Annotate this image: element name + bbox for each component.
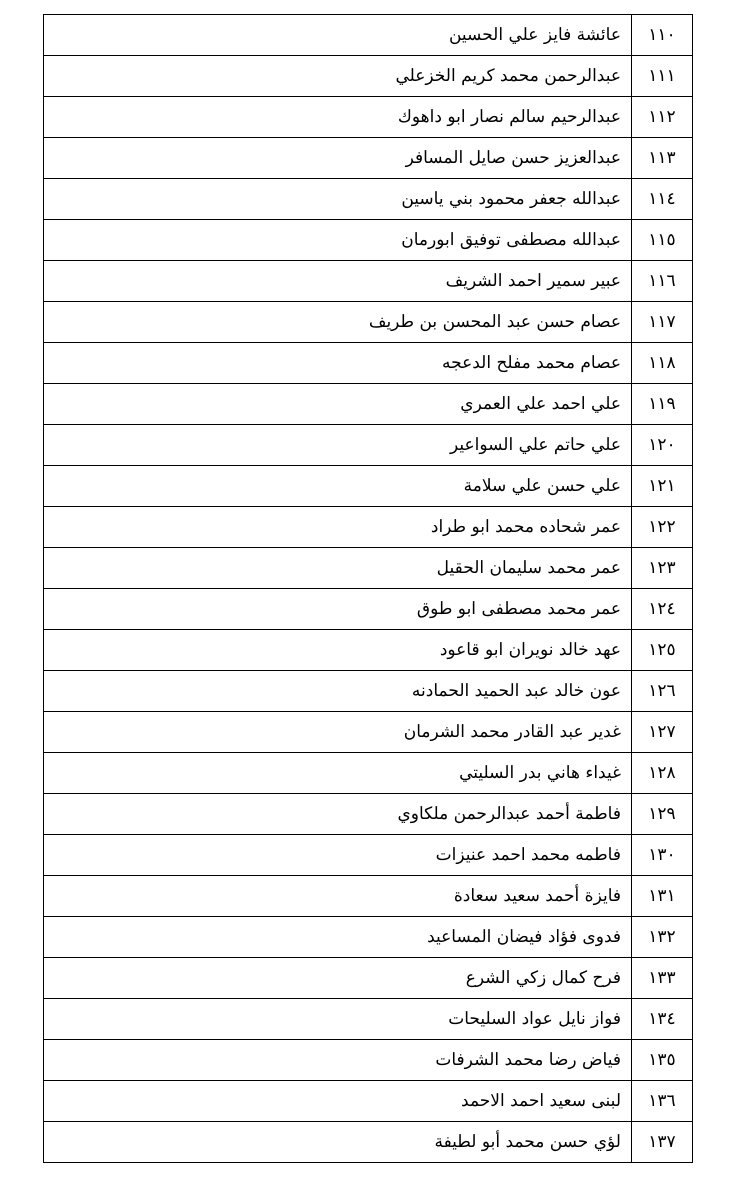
table-row bbox=[44, 671, 693, 712]
row-number-cell: ١١٧ bbox=[632, 302, 693, 343]
table-row bbox=[44, 179, 693, 220]
table-row bbox=[44, 15, 693, 56]
row-name-cell: عائشة فايز علي الحسين bbox=[44, 15, 632, 56]
row-number-cell: ١٣١ bbox=[632, 876, 693, 917]
row-number-cell: ١٣٢ bbox=[632, 917, 693, 958]
table-row bbox=[44, 794, 693, 835]
table-row bbox=[44, 999, 693, 1040]
table-row bbox=[44, 1040, 693, 1081]
row-name-cell: غدير عبد القادر محمد الشرمان bbox=[44, 712, 632, 753]
row-name-cell: فياض رضا محمد الشرفات bbox=[44, 1040, 632, 1081]
row-name-cell: فدوى فؤاد فيضان المساعيد bbox=[44, 917, 632, 958]
row-name-cell: لبنى سعيد احمد الاحمد bbox=[44, 1081, 632, 1122]
row-number-cell: ١٣٦ bbox=[632, 1081, 693, 1122]
names-table-container bbox=[43, 14, 693, 1163]
row-name-cell: عصام حسن عبد المحسن بن طريف bbox=[44, 302, 632, 343]
row-name-cell: علي حسن علي سلامة bbox=[44, 466, 632, 507]
table-row bbox=[44, 589, 693, 630]
table-row bbox=[44, 712, 693, 753]
table-row bbox=[44, 548, 693, 589]
row-name-cell: عبدالرحيم سالم نصار ابو داهوك bbox=[44, 97, 632, 138]
row-number-cell: ١١٠ bbox=[632, 15, 693, 56]
table-row bbox=[44, 507, 693, 548]
table-row bbox=[44, 56, 693, 97]
row-number-cell: ١٢٠ bbox=[632, 425, 693, 466]
table-row bbox=[44, 1122, 693, 1163]
row-name-cell: لؤي حسن محمد أبو لطيفة bbox=[44, 1122, 632, 1163]
row-name-cell: عبدالله مصطفى توفيق ابورمان bbox=[44, 220, 632, 261]
table-row bbox=[44, 753, 693, 794]
row-name-cell: عون خالد عبد الحميد الحمادنه bbox=[44, 671, 632, 712]
row-number-cell: ١٣٣ bbox=[632, 958, 693, 999]
row-number-cell: ١٢٨ bbox=[632, 753, 693, 794]
table-row bbox=[44, 384, 693, 425]
table-row bbox=[44, 138, 693, 179]
row-name-cell: عبير سمير احمد الشريف bbox=[44, 261, 632, 302]
table-row bbox=[44, 425, 693, 466]
names-table bbox=[43, 14, 693, 1163]
row-number-cell: ١١٨ bbox=[632, 343, 693, 384]
table-row bbox=[44, 302, 693, 343]
row-number-cell: ١١٩ bbox=[632, 384, 693, 425]
row-name-cell: فايزة أحمد سعيد سعادة bbox=[44, 876, 632, 917]
row-number-cell: ١١٣ bbox=[632, 138, 693, 179]
row-name-cell: عمر شحاده محمد ابو طراد bbox=[44, 507, 632, 548]
row-name-cell: عصام محمد مفلح الدعجه bbox=[44, 343, 632, 384]
table-row bbox=[44, 466, 693, 507]
row-number-cell: ١٢٥ bbox=[632, 630, 693, 671]
table-row bbox=[44, 835, 693, 876]
table-row bbox=[44, 220, 693, 261]
row-number-cell: ١٣٤ bbox=[632, 999, 693, 1040]
row-name-cell: علي حاتم علي السواعير bbox=[44, 425, 632, 466]
row-name-cell: عهد خالد نويران ابو قاعود bbox=[44, 630, 632, 671]
table-row bbox=[44, 876, 693, 917]
row-number-cell: ١٢٣ bbox=[632, 548, 693, 589]
table-row bbox=[44, 97, 693, 138]
row-number-cell: ١٢٦ bbox=[632, 671, 693, 712]
row-number-cell: ١٣٧ bbox=[632, 1122, 693, 1163]
row-name-cell: عبدالله جعفر محمود بني ياسين bbox=[44, 179, 632, 220]
row-number-cell: ١٢٩ bbox=[632, 794, 693, 835]
row-number-cell: ١١٦ bbox=[632, 261, 693, 302]
row-number-cell: ١٢١ bbox=[632, 466, 693, 507]
table-row bbox=[44, 1081, 693, 1122]
row-name-cell: عمر محمد مصطفى ابو طوق bbox=[44, 589, 632, 630]
row-number-cell: ١١٥ bbox=[632, 220, 693, 261]
row-number-cell: ١١٢ bbox=[632, 97, 693, 138]
row-name-cell: عمر محمد سليمان الحقيل bbox=[44, 548, 632, 589]
row-number-cell: ١٢٢ bbox=[632, 507, 693, 548]
row-name-cell: علي احمد علي العمري bbox=[44, 384, 632, 425]
row-name-cell: فواز نايل عواد السليحات bbox=[44, 999, 632, 1040]
row-name-cell: فاطمه محمد احمد عنيزات bbox=[44, 835, 632, 876]
row-number-cell: ١٢٤ bbox=[632, 589, 693, 630]
table-row bbox=[44, 630, 693, 671]
row-name-cell: غيداء هاني بدر السليتي bbox=[44, 753, 632, 794]
row-number-cell: ١٣٠ bbox=[632, 835, 693, 876]
table-row bbox=[44, 343, 693, 384]
table-row bbox=[44, 261, 693, 302]
table-row bbox=[44, 917, 693, 958]
row-number-cell: ١١١ bbox=[632, 56, 693, 97]
names-table-body bbox=[44, 15, 693, 1163]
table-row bbox=[44, 958, 693, 999]
row-name-cell: عبدالرحمن محمد كريم الخزعلي bbox=[44, 56, 632, 97]
row-number-cell: ١٣٥ bbox=[632, 1040, 693, 1081]
row-number-cell: ١٢٧ bbox=[632, 712, 693, 753]
row-name-cell: فاطمة أحمد عبدالرحمن ملكاوي bbox=[44, 794, 632, 835]
row-name-cell: عبدالعزيز حسن صايل المسافر bbox=[44, 138, 632, 179]
row-name-cell: فرح كمال زكي الشرع bbox=[44, 958, 632, 999]
row-number-cell: ١١٤ bbox=[632, 179, 693, 220]
